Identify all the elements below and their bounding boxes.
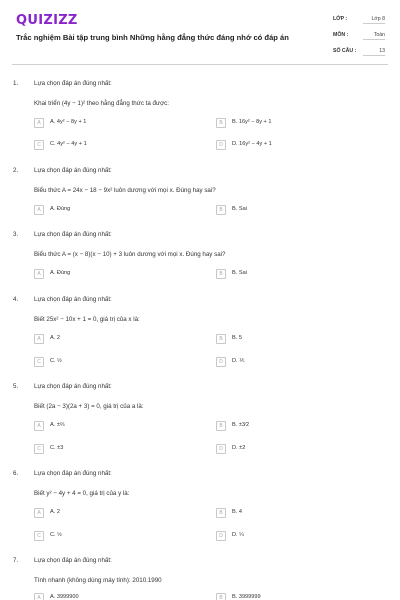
option-text: C. ±3 — [50, 445, 64, 451]
option-letter: A — [34, 118, 44, 128]
question-text: Tính nhanh (không dùng máy tính): 2010.1990 — [34, 577, 162, 584]
question-instruction: Lựa chọn đáp án đúng nhất: — [34, 80, 112, 87]
question-instruction: Lựa chọn đáp án đúng nhất: — [34, 167, 112, 174]
option-letter: C — [34, 444, 44, 454]
meta-class — [333, 12, 385, 28]
option-text: A. Đúng — [50, 206, 71, 212]
option-letter: A — [34, 334, 44, 344]
question-number: 7. — [13, 557, 19, 564]
option-text: D. ±2 — [232, 445, 246, 451]
question-text: Biết (2a − 3)(2a + 3) = 0, giá trị của a là: — [34, 403, 144, 410]
option-letter: A — [34, 269, 44, 279]
question-number: 6. — [13, 470, 19, 477]
question-text: Biểu thức A = 24x − 18 − 9x² luôn dương với mọi x. Đúng hay sai? — [34, 187, 216, 194]
option-text: B. 5 — [232, 335, 242, 341]
question-instruction: Lựa chọn đáp án đúng nhất: — [34, 231, 112, 238]
option-letter: A — [34, 593, 44, 600]
option-letter: B — [216, 508, 226, 518]
question-instruction: Lựa chọn đáp án đúng nhất: — [34, 383, 112, 390]
option-letter: D — [216, 531, 226, 541]
question-number: 3. — [13, 231, 19, 238]
question-number: 1. — [13, 80, 19, 87]
option-letter: B — [216, 421, 226, 431]
option-text: A. 2 — [50, 335, 60, 341]
option-text: A. ±⅔ — [50, 422, 65, 428]
meta-subject — [333, 28, 385, 44]
question-text: Biết 25x² − 10x + 1 = 0, giá trị của x là: — [34, 316, 140, 323]
option-text: B. ±3⁄2 — [232, 422, 250, 428]
option-text: C. ½ — [50, 532, 62, 538]
option-text: A. Đúng — [50, 270, 71, 276]
question-number: 2. — [13, 167, 19, 174]
question-instruction: Lựa chọn đáp án đúng nhất: — [34, 296, 112, 303]
option-text: A. 3999900 — [50, 594, 79, 600]
question-text: Biểu thức A = (x − 8)(x − 10) + 3 luôn dương với mọi x. Đúng hay sai? — [34, 251, 226, 258]
option-text: B. Sai — [232, 206, 247, 212]
option-letter: B — [216, 205, 226, 215]
option-letter: B — [216, 593, 226, 600]
meta-value: Lớp 8 — [363, 16, 385, 24]
option-letter: B — [216, 118, 226, 128]
question-instruction: Lựa chọn đáp án đúng nhất: — [34, 470, 112, 477]
page-header — [0, 0, 400, 64]
option-text: C. ½ — [50, 358, 62, 364]
question-number: 4. — [13, 296, 19, 303]
meta-label: MÔN : — [333, 32, 349, 38]
document-title: Trắc nghiệm Bài tập trung bình Những hằng đẳng thức đáng nhớ có đáp án — [16, 33, 289, 42]
option-text: C. 4y² − 4y + 1 — [50, 141, 87, 147]
option-text: B. 3999999 — [232, 594, 261, 600]
option-letter: C — [34, 531, 44, 541]
option-letter: D — [216, 140, 226, 150]
meta-value: 13 — [363, 48, 385, 56]
option-letter: A — [34, 421, 44, 431]
meta-count — [333, 44, 385, 60]
question-text: Khai triển (4y − 1)² theo hằng đẳng thức ta được: — [34, 100, 169, 107]
question-number: 5. — [13, 383, 19, 390]
option-letter: B — [216, 334, 226, 344]
option-letter: B — [216, 269, 226, 279]
option-letter: C — [34, 140, 44, 150]
option-letter: C — [34, 357, 44, 367]
option-text: B. Sai — [232, 270, 247, 276]
meta-label: SỐ CÂU : — [333, 48, 357, 54]
header-divider — [12, 64, 388, 65]
option-text: A. 4y² − 8y + 1 — [50, 119, 87, 125]
option-letter: D — [216, 444, 226, 454]
question-instruction: Lựa chọn đáp án đúng nhất: — [34, 557, 112, 564]
option-text: D. ⅕ — [232, 358, 245, 364]
meta-value: Toán — [363, 32, 385, 40]
question-text: Biết y² − 4y + 4 = 0, giá trị của y là: — [34, 490, 130, 497]
option-text: A. 2 — [50, 509, 60, 515]
option-text: B. 16y² − 8y + 1 — [232, 119, 272, 125]
meta-label: LỚP : — [333, 16, 348, 22]
quizizz-logo: QUIZIZZ — [16, 13, 78, 28]
option-letter: A — [34, 508, 44, 518]
option-letter: D — [216, 357, 226, 367]
option-text: D. ¼ — [232, 532, 244, 538]
option-text: D. 16y² − 4y + 1 — [232, 141, 272, 147]
option-text: B. 4 — [232, 509, 242, 515]
option-letter: A — [34, 205, 44, 215]
